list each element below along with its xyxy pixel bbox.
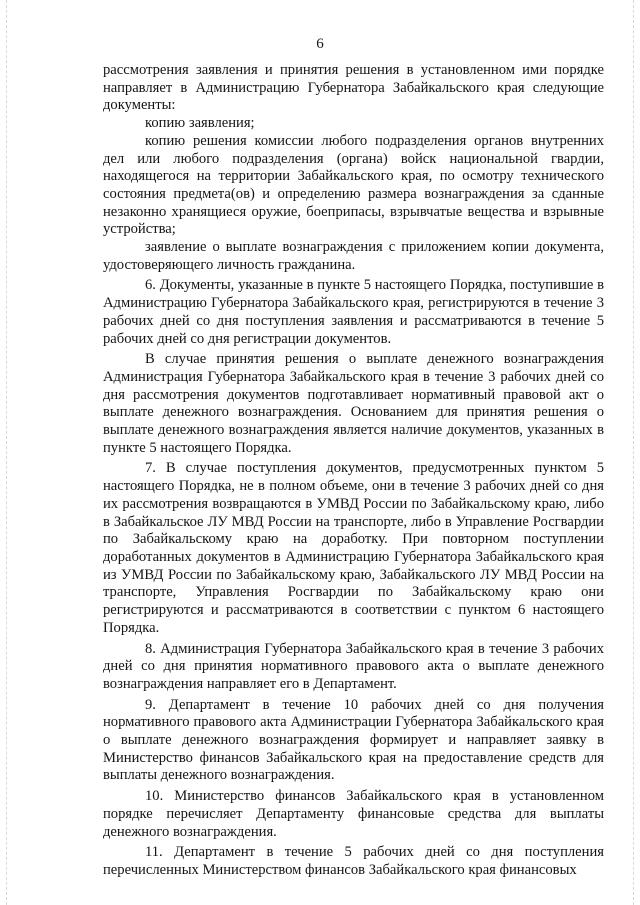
scan-edge-right [633, 0, 634, 905]
document-body [103, 62, 604, 880]
list-item-application-copy: копию заявления; [145, 115, 255, 132]
scan-edge-left [6, 0, 7, 905]
paragraph-6-decision: В случае принятия решения о выплате денежного вознаграждения Администрация Губернатора Забайкальского края в течение 3 рабочих дней со дня рассмотрения документов подготавливает нормативный правовой акт о выплате денежного вознаграждения. Основанием для принятия решения о выплате денежного вознаграждения является наличие документов, указанных в пункте 5 настоящего Порядка. [103, 351, 604, 456]
paragraph-6: 6. Документы, указанные в пункте 5 настоящего Порядка, поступившие в Администрацию Губернатора Забайкальского края, регистрируются в течение 3 рабочих дней со дня поступления заявления и рассматриваются в течение 5 рабочих дней со дня регистрации документов. [103, 277, 604, 347]
paragraph-7: 7. В случае поступления документов, предусмотренных пунктом 5 настоящего Порядка, не в полном объеме, они в течение 3 рабочих дней со дня их рассмотрения возвращаются в УМВД России по Забайкальскому краю, либо в Забайкальское ЛУ МВД России на транспорте, либо в Управление Росгвардии по Забайкальскому краю на доработку. При повторном поступлении доработанных документов в Администрацию Губернатора Забайкальского края из УМВД России по Забайкальскому краю, Забайкальского ЛУ МВД России на транспорте, Управления Росгвардии по Забайкальскому краю они регистрируются и рассматриваются в соответствии с пунктом 6 настоящего Порядка. [103, 460, 604, 636]
page-number: 6 [316, 36, 324, 52]
paragraph-9: 9. Департамент в течение 10 рабочих дней со дня получения нормативного правового акта Администрации Губернатора Забайкальского края о выплате денежного вознаграждения формирует и направляет заявку в Министерство финансов Забайкальского края на предоставление средств для выплаты денежного вознаграждения. [103, 696, 604, 784]
list-item-commission-decision: копию решения комиссии любого подразделения органов внутренних дел или любого подразделения (органа) войск национальной гвардии, находящегося на территории Забайкальского края, по осмотру технического состояния предмета(ов) и определению размера вознаграждения за сданные незаконно хранящиеся оружие, боеприпасы, взрывчатые вещества и взрывные устройства; [103, 132, 604, 238]
list-item-reward-statement: заявление о выплате вознаграждения с приложением копии документа, удостоверяющего личность гражданина. [103, 239, 604, 273]
paragraph-8: 8. Администрация Губернатора Забайкальского края в течение 3 рабочих дней со дня принятия нормативного правового акта о выплате денежного вознаграждения направляет его в Департамент. [103, 640, 604, 692]
paragraph-continuation: рассмотрения заявления и принятия решения в установленном ими порядке направляет в Администрацию Губернатора Забайкальского края следующие документы: [103, 62, 604, 114]
paragraph-11: 11. Департамент в течение 5 рабочих дней со дня поступления перечисленных Министерством финансов Забайкальского края финансовых [103, 844, 604, 878]
paragraph-10: 10. Министерство финансов Забайкальского края в установленном порядке перечисляет Департаменту финансовые средства для выплаты денежного вознаграждения. [103, 788, 604, 840]
